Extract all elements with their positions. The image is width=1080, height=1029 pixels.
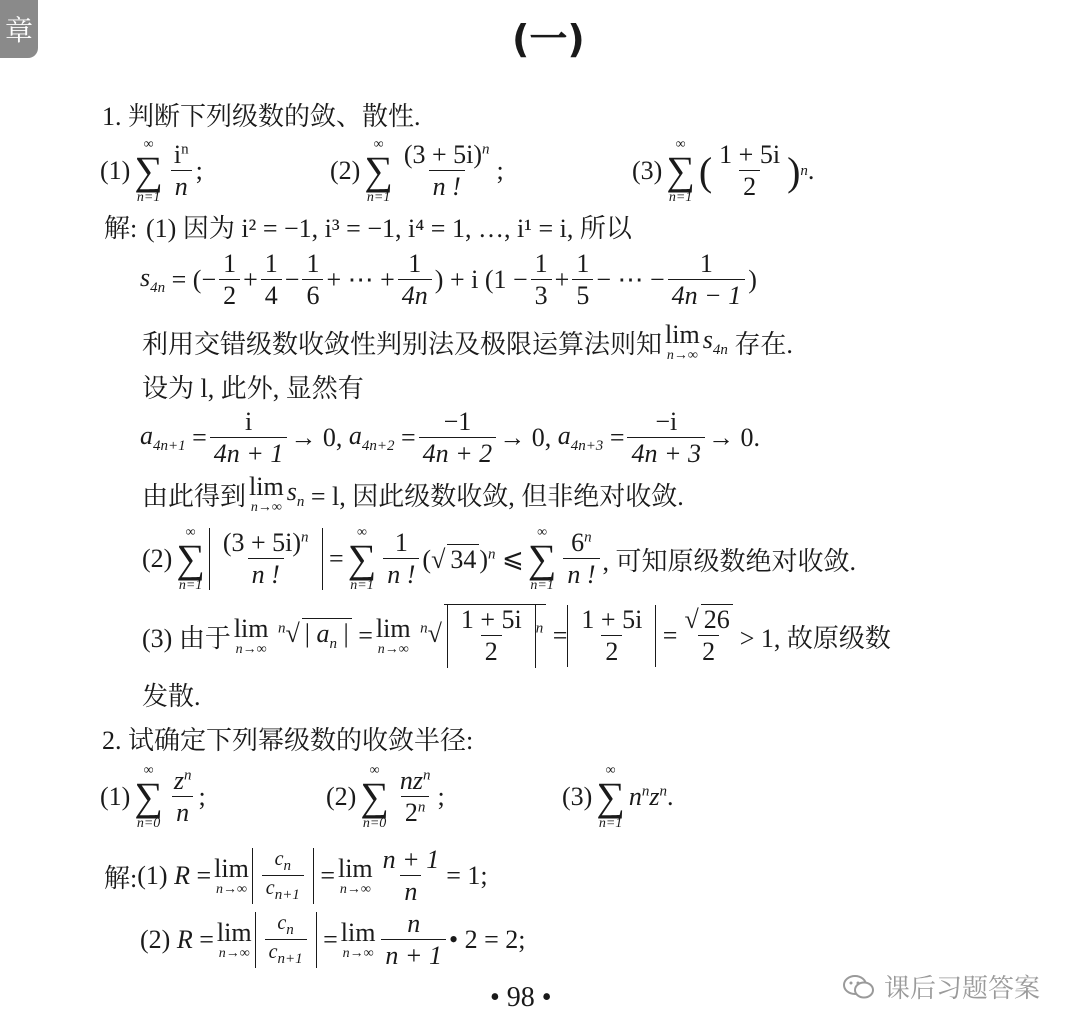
problem2-series-3: (3) ∞ ∑ n=1 $n^nz^n$ . — [562, 762, 674, 831]
problem1-line9: 发散. — [142, 682, 201, 711]
problem1-line8: (3) 由于 lim n→∞ $^n$√ | $a_n$ | = lim n→∞ $^n$√ $\frac{1 + 5i}{2}$ $^n$ = $\frac{1 + 5i}{2}$ = $\frac{√ 26}{2}$ > 1, 故原级数 — [142, 604, 891, 667]
problem2-series-1: (1) ∞ ∑ n=0 $\frac{z^n}{n}$ ; — [100, 762, 206, 831]
chapter-tab: 章 — [0, 0, 38, 58]
problem1-series-3: (3) ∞ ∑ n=1 ( $\frac{1 + 5i}{2}$ ) n . — [632, 136, 815, 205]
problem1-series-2: (2) ∞ ∑ n=1 $\frac{(3 + 5i)^n}{n !}$ ; — [330, 136, 504, 205]
problem1-line4: 设为 l, 此外, 显然有 — [142, 374, 364, 403]
problem1-heading: 1. 判断下列级数的敛、散性. — [102, 102, 421, 131]
problem2-heading: 2. 试确定下列幂级数的收敛半径: — [102, 726, 474, 755]
problem1-solution-label: 解: — [104, 214, 138, 243]
problem1-solution-line1: (1) 因为 i² = −1, i³ = −1, i⁴ = 1, …, i¹ = i, 所以 — [146, 214, 632, 243]
problem1-line7: (2) ∞ ∑ n=1 $\frac{(3 + 5i)^n}{n !}$ = ∞ ∑ n=1 $\frac{1}{n !}$ (√ 34 )$^n$ ⩽ ∞ ∑ n=1 $\frac{6^n}{n !}$ , 可知原级数绝对收敛. — [142, 524, 857, 593]
problem1-line6: 由此得到 lim n→∞ $s_n$ = l, 因此级数收敛, 但非绝对收敛. — [142, 471, 684, 516]
problem1-line3: 利用交错级数收敛性判别法及极限运算法则知 lim n→∞ $s_{4n}$ 存在. — [142, 319, 793, 364]
problem2-solution-1: 解: (1) R = lim n→∞ $\frac{c_n}{c_{n+1}}$ = lim n→∞ $\frac{n + 1}{n}$ = 1; — [104, 844, 488, 906]
problem2-solution-2: (2) R = lim n→∞ $\frac{c_n}{c_{n+1}}$ = lim n→∞ $\frac{n}{n + 1}$ • 2 = 2; — [140, 908, 526, 970]
wechat-icon — [842, 973, 876, 1001]
section-title: (一) — [512, 17, 585, 61]
problem1-series-1: (1) ∞ ∑ n=1 $\frac{i^n}{n}$ ; — [100, 136, 203, 205]
problem2-series-2: (2) ∞ ∑ n=0 $\frac{nz^n}{2^n}$ ; — [326, 762, 445, 831]
watermark: 课后习题答案 — [842, 968, 1040, 1005]
a-terms: $a_{4n+1}$ = $\frac{i}{4n + 1}$ → 0, $a_{4n+2}$ = $\frac{-1}{4n + 2}$ → 0, $a_{4n+3}$ = $\frac{-i}{4n + 3}$ → 0. — [140, 406, 761, 468]
s4n-expansion: $s_{4n}$ = (− $\frac{1}{2}$ + $\frac{1}{4}$ − $\frac{1}{6}$ + ⋯ + $\frac{1}{4n}$ ) + i (1 − $\frac{1}{3}$ + $\frac{1}{5}$ − ⋯ − $\frac{1}{4n - 1}$ ) — [140, 248, 757, 310]
page-number: • 98 • — [490, 982, 552, 1013]
